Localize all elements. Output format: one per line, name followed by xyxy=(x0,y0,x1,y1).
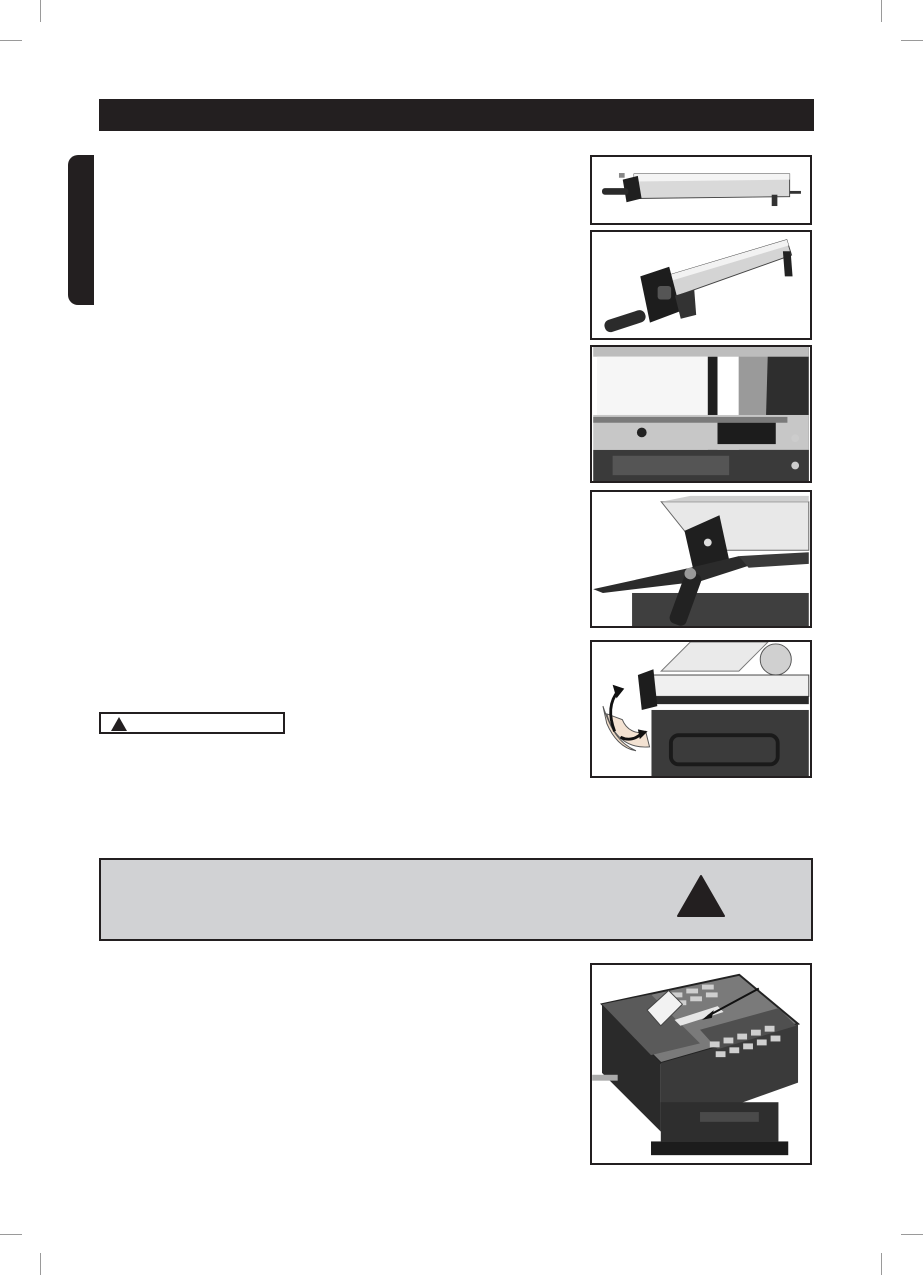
rip-fence-image xyxy=(592,232,810,338)
section-header-bar xyxy=(99,99,814,131)
fence-clamp-image xyxy=(592,492,810,626)
crop-mark xyxy=(40,0,41,22)
fig-fence-clamp xyxy=(590,490,812,628)
fig-table-saw xyxy=(590,963,812,1165)
lock-lever-image xyxy=(592,642,810,776)
fig-lock-lever xyxy=(590,640,812,778)
crop-mark xyxy=(881,1253,882,1275)
crop-mark xyxy=(0,40,22,41)
crop-mark xyxy=(901,1234,923,1235)
fig-fence-on-rail xyxy=(590,345,812,483)
caution-label xyxy=(99,712,285,734)
fig-rip-fence-top xyxy=(590,155,812,225)
warning-triangle-icon xyxy=(676,874,726,918)
crop-mark xyxy=(901,40,923,41)
warning-triangle-icon xyxy=(110,716,128,732)
crop-mark xyxy=(881,0,882,22)
fence-mounted-image xyxy=(592,347,810,481)
table-saw-image xyxy=(592,965,810,1163)
fig-rip-fence-angle xyxy=(590,230,812,340)
language-side-tab xyxy=(68,155,94,305)
crop-mark xyxy=(40,1253,41,1275)
crop-mark xyxy=(0,1234,22,1235)
rip-fence-image xyxy=(592,157,810,223)
warning-box xyxy=(99,858,813,941)
